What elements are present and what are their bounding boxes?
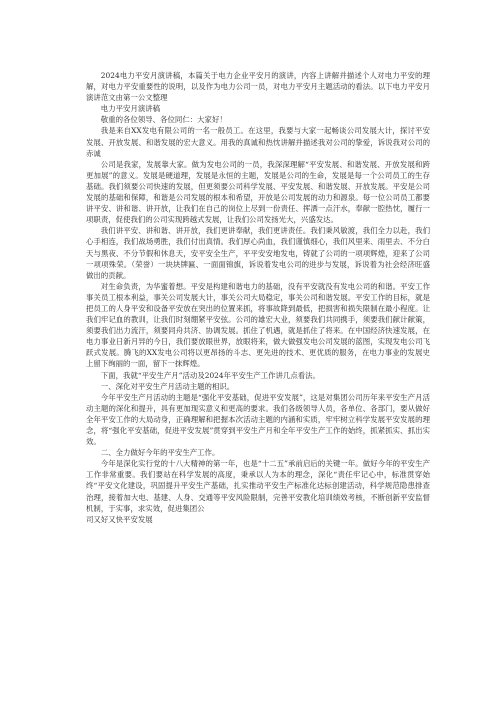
body-paragraph: 今年是深化实行党的十八大精神的第一年，也是“十二五”承前启后的关键一年。做好今年的平安生产工作非常重要。我们要站在科学发展的高度，秉承以人为本的理念，深化“责任牢记心中，标准贯穿始终“平安文化建设，巩固提升平安生产基础，扎实推动平安生产标准化达标创建活动，科学规范隐患排查治理，接着加大电、基建、人身、交通等平安风险限制，完善平安教化培训绩效考核，不断创新平安监督机制，于实事，求实效，促进集团公 [86,459,430,513]
body-paragraph: 下面，我就“平安生产月”活动及2024年平安生产工作讲几点看法。 [100,370,320,380]
body-paragraph: 公司是我家，发展靠大家。做为发电公司的一员，我深深理解“平安发展、和谐发展、开放发展和跨更加展”的意义。发展是硬道理，发展是永恒的主题，发展是公司的生命，发展是每一个公司员工的生存基础。我们须要公司快速的发展，但更须要公司科学发展、平安发展、和谐发展、开放发展。平安是公司发展的基础和保障，和谐是公司发展的根本和希望，开放是公司发展的动力和源泉。每一位公司员工都要讲平安、讲和谐、讲开放，让我们在自己的岗位上尽到一份责任、挥洒一点汗水，奉献一腔热忱，履行一项职责，促使我们的公司实现跨越式发展，让我们公司发扬光大，兴盛发达。 [86,159,430,225]
salutation: 敬重的各位领导、各位同仁：大家好！ [100,115,227,125]
body-paragraph: 对生命负责，为华蜜着想。平安是构建和谐电力的基础，没有平安就没有发电公司的和谐。平安工作事关员工根本利益，事关公司发展大计，事关公司大局稳定，事关公司和谐发展。平安工作的目标，就是把员工的人身平安和设备平安放在突出的位置来抓，将事故降到最低，把损害和损失限制在最小程度。让我们牢记血的教训，让我们时刻绷紧平安弦。公司的雄宏大业，须要我们共同携手，须要我们献计献策，须要我们出力流汗，须要同舟共济、协调发展。抓住了机遇，就是抓住了将来。在中国经济快速发展，在电力事业日新月异的今日，我们要放眼世界，放眼将来，做大做强发电公司发展的蓝图，实现发电公司飞跃式发展。腾飞的XX发电公司将以更昂扬的斗志、更先进的技术、更优质的服务，在电力事业的发展史上留下绚丽的一面，留下一抹辉煌。 [86,281,430,369]
document-body [86,70,430,525]
body-paragraph: 今年平安生产月活动的主题是“强化平安基础，促进平安发展”，这是对集团公司历年来平安生产月活动主题的深化和提升，具有更加现实意义和更高的要求。我们各级领导人员，各单位、各部门，要从做好全年平安工作的大局动身，正确理解和把握本次活动主题的内涵和实质，牢牢树立科学发展平安发展的理念，将“强化平安基础，促进平安发展”贯穿到平安生产月和全年平安生产工作的始终，抓紧抓实、抓出实效。 [86,392,430,447]
section-heading: 一、深化对平安生产月活动主题的相识。 [100,381,235,391]
body-paragraph: 我是来自XX发电有限公司的一名一般员工。在这里，我要与大家一起畅谈公司发展大计，探讨平安发展、开放发展、和谐发展的宏大意义。用我的真诚和热忱讲解并描述我对公司的挚爱，诉说我对公司的赤诚 [86,126,430,158]
body-paragraph-continuation: 司又好又快平安发展 [86,514,153,524]
body-paragraph: 我们讲平安、讲和谐、讲开放，我们更讲奉献，我们更讲责任。我们秉风敏渡，我们全力以赴，我们心手相连，我们战场勇胜，我们付出真情。我们厚心尚血，我们谨慎细心，我们风里来、雨里去、不分白天与黑夜、不分节假和休息天，安平安全生产，平平安安地发电，铸就了公司的一项项辉煌，迎来了公司一项项殊荣。（荣誉）一块块牌匾、一面面锦旗，诉说着发电公司的进步与发展，诉说着为社会经济旺盛做出的贡献。 [86,226,430,280]
speech-title: 电力平安月演讲稿 [100,104,161,114]
intro-paragraph: 2024电力平安月演讲稿，本篇关于电力企业平安月的演讲，内容上讲解并描述个人对电力平安的理解，对电力平安重要性的说明，以及作为电力公司一员，对电力平安月主题活动的看法。以下电力平安月演讲范文由第一公文整理 [86,71,430,103]
section-heading: 二、全力做好今年的平安生产工作。 [100,448,220,458]
